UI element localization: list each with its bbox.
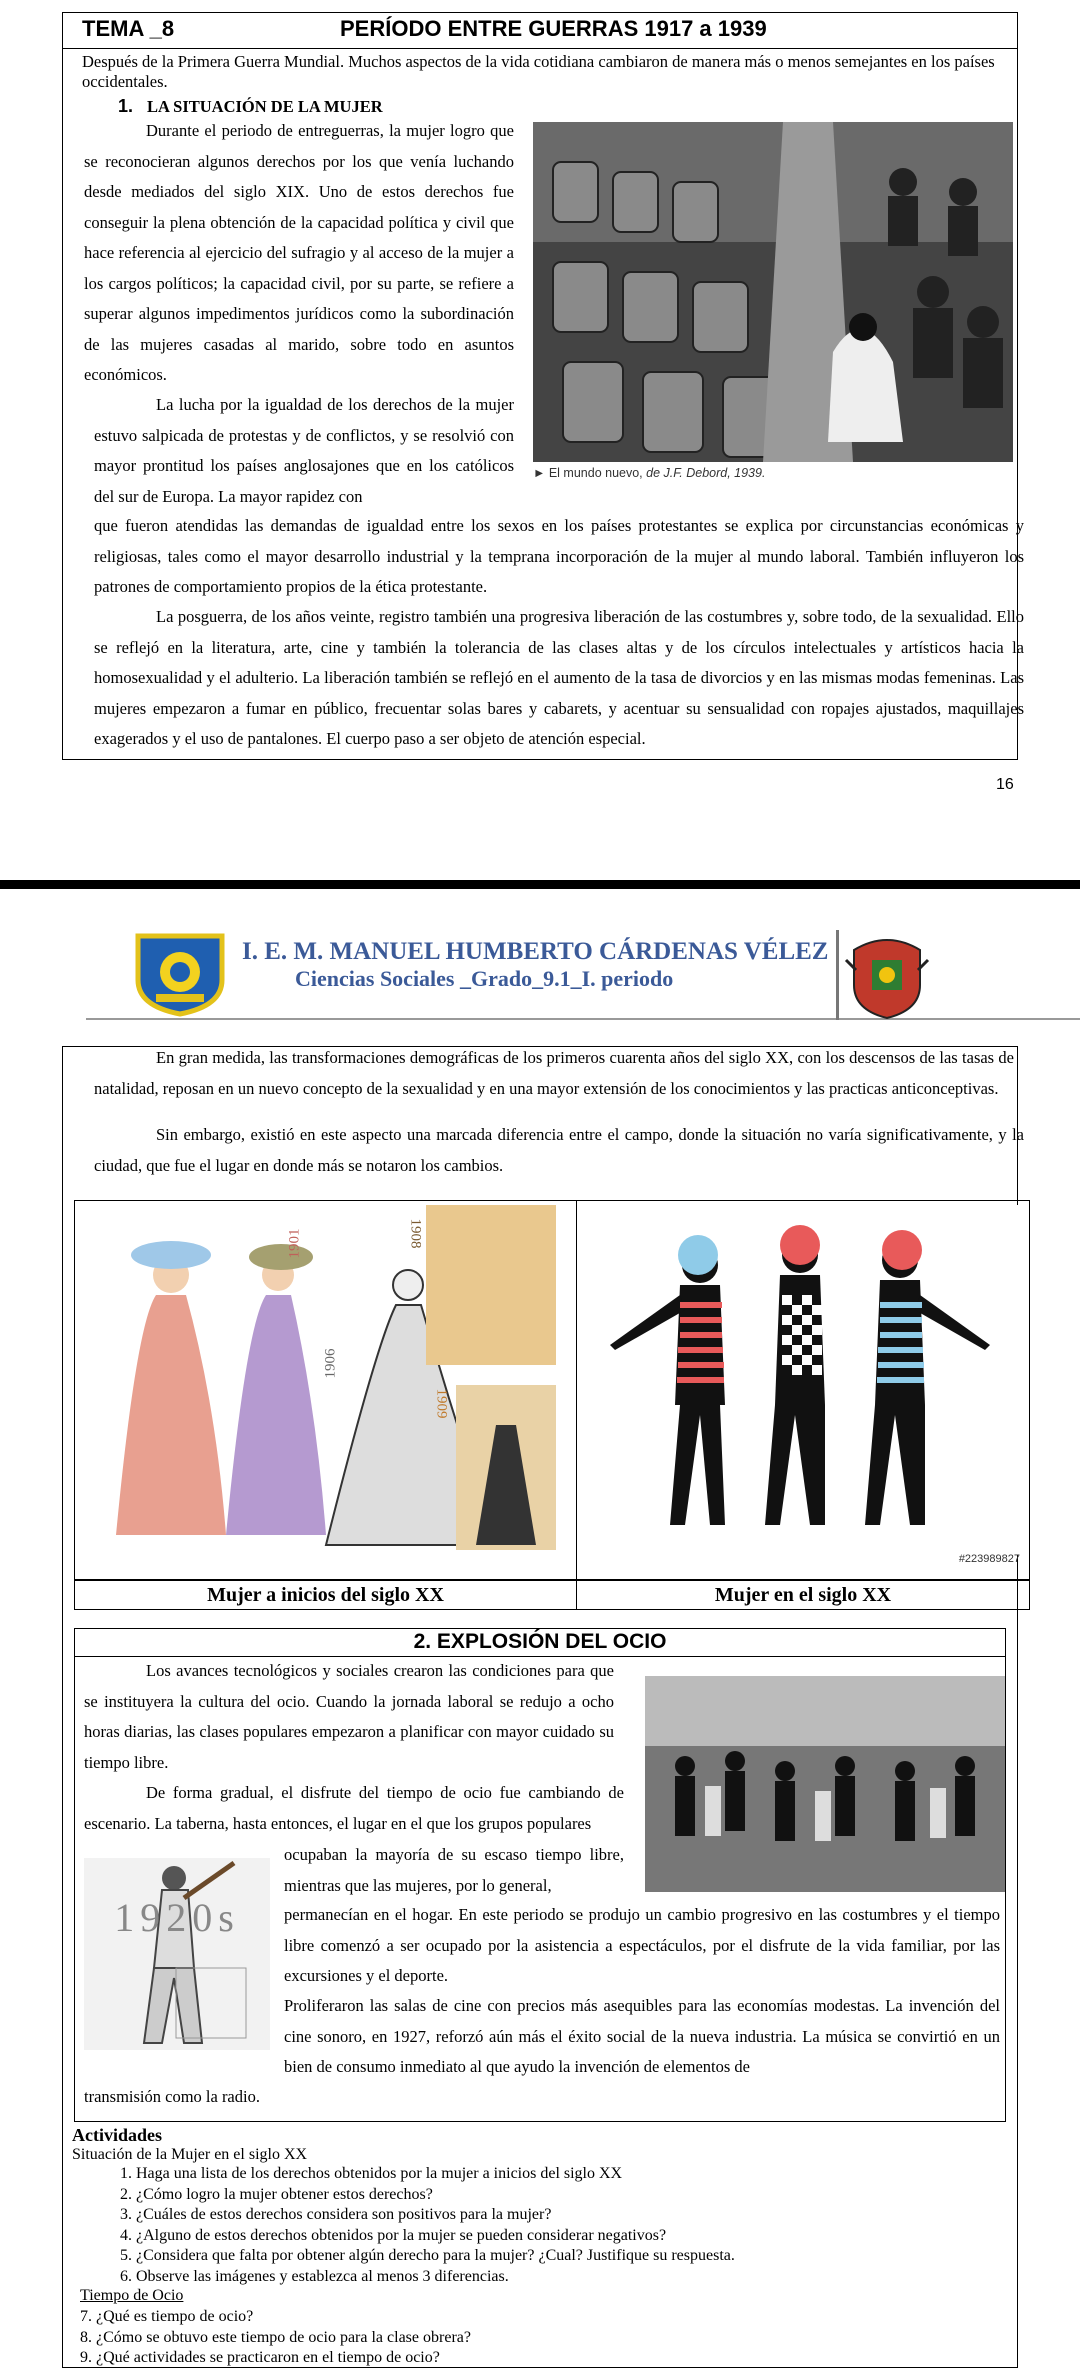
questions-list-mujer (72, 2164, 1036, 2287)
question-item: 2. ¿Cómo logro la mujer obtener estos derechos? (136, 2185, 1036, 2206)
question-item: 6. Observe las imágenes y establezca al menos 3 diferencias. (136, 2267, 1036, 2288)
silhouettes-graphic (580, 1205, 1020, 1535)
question-item: 8. ¿Cómo se obtuvo este tiempo de ocio para la clase obrera? (80, 2328, 471, 2346)
caption-right-cell (576, 1580, 1030, 1610)
header-divider (836, 930, 839, 1020)
intro-text: Después de la Primera Guerra Mundial. Muchos aspectos de la vida cotidiana cambiaron de manera más o menos semejantes en los países occidentales. (82, 52, 995, 91)
school-logo (134, 930, 226, 1016)
school-shield-icon (134, 930, 226, 1016)
el-mundo-nuevo-painting (533, 122, 1013, 462)
city-crest (844, 930, 930, 1020)
ocio-para2a: De forma gradual, el disfrute del tiempo de ocio fue cambiando de escenario. La taberna, hasta entonces, el lugar en el que los grupos populares (84, 1783, 624, 1833)
fashion-year-1906: 1906 (322, 1348, 339, 1379)
question-item: 3. ¿Cuáles de estos derechos considera son positivos para la mujer? (136, 2205, 1036, 2226)
image-table-divider (576, 1200, 577, 1580)
stock-id: #223989827 (958, 1553, 1020, 1565)
fashion-year-1908: 1908 (407, 1218, 424, 1249)
para-struggle: La lucha por la igualdad de los derechos de la mujer estuvo salpicada de protestas y de conflictos, y se resolvió con mayor prontitud los países anglosajones que en los católicos del sur de Europa. La mayor rapidez con (94, 395, 514, 506)
fashion-year-1901: 1901 (286, 1228, 303, 1259)
coat-of-arms-icon (844, 930, 930, 1020)
dancing-women-silhouettes (580, 1205, 1020, 1565)
page-title: PERÍODO ENTRE GUERRAS 1917 a 1939 (340, 16, 767, 41)
caption-author: de J.F. Debord, 1939. (646, 466, 766, 480)
page-number: 16 (996, 776, 1014, 793)
header-rule (86, 1018, 1080, 1020)
para-campo-ciudad: Sin embargo, existió en este aspecto una marcada diferencia entre el campo, donde la situación no varía significativamente, y la ciudad, que fue el lugar en donde más se notaron los cambios. (94, 1125, 1024, 1175)
caption-left-cell (74, 1580, 577, 1610)
para-protestant: que fueron atendidas las demandas de igualdad entre los sexos en los países protestantes se explica por circunstancias económicas y religiosas, tales como el mayor desarrollo industrial y la temprana incorporación de la mujer al mundo laboral. También influyeron los patrones de comportamiento propios de la ética protestante. (94, 516, 1024, 596)
course-name: Ciencias Sociales _Grado_9.1_I. periodo (295, 966, 674, 991)
section1-number: 1. (118, 96, 134, 116)
actividades-subtitle-ocio: Tiempo de Ocio (80, 2287, 184, 2304)
question-item: 4. ¿Alguno de estos derechos obtenidos por la mujer se pueden considerar negativos? (136, 2226, 1036, 2247)
question-item: 5. ¿Considera que falta por obtener algún derecho para la mujer? ¿Cual? Justifique su respuesta. (136, 2246, 1036, 2267)
poster-year: 1920s (114, 1895, 240, 1940)
photo-caption (533, 466, 765, 480)
caption-right: Mujer en el siglo XX (714, 1584, 892, 1606)
page-separator (0, 880, 1080, 889)
fashion-year-1909: 1909 (433, 1388, 450, 1419)
section1-title: LA SITUACIÓN DE LA MUJER (147, 97, 383, 116)
fashion-graphic (76, 1205, 558, 1553)
dance-party-photo (645, 1676, 1005, 1892)
question-item: 9. ¿Qué actividades se practicaron en el tiempo de ocio? (80, 2349, 440, 2366)
baseball-player-graphic (84, 1858, 270, 2050)
painting-graphic (533, 122, 1013, 462)
questions-list-ocio (80, 2307, 471, 2369)
question-item: 1. Haga una lista de los derechos obtenidos por la mujer a inicios del siglo XX (136, 2164, 1036, 2185)
school-name: I. E. M. MANUEL HUMBERTO CÁRDENAS VÉLEZ (242, 938, 829, 965)
ocio-para1: Los avances tecnológicos y sociales crearon las condiciones para que se instituyera la cultura del ocio. Cuando la jornada laboral se redujo a ocho horas diarias, las clases populares empezaron a planificar con mayor cuidado su tiempo libre. (84, 1661, 614, 1772)
caption-left: Mujer a inicios del siglo XX (207, 1584, 444, 1606)
para-posguerra: La posguerra, de los años veinte, registro también una progresiva liberación de las costumbres y, sobre todo, de la sexualidad. Ello se reflejó en la literatura, arte, cine y también la tolerancia de las clases altas y de los círculos intelectuales y artísticos hacia la homosexualidad y el adulterio. La liberación también se reflejó en el aumento de la tasa de divorcios y en las mismas modas femeninas. Las mujeres empezaron a fumar en público, frecuentar solas bares y cabarets, y acentuar su sensualidad con ropajes ajustados, maquillajes exagerados y el uso de pantalones. El cuerpo paso a ser objeto de atención especial. (94, 607, 1024, 748)
para-demographics: En gran medida, las transformaciones demográficas de los primeros cuarenta años del siglo XX, con los descensos de las tasas de natalidad, reposan en un nuevo concepto de la sexualidad y en una mayor extensión de los conocimientos y las practicas anticonceptivas. (94, 1048, 1014, 1098)
babe-ruth-1920s-poster (84, 1858, 270, 2050)
caption-prefix: ► El mundo nuevo, (533, 466, 643, 480)
para-women-rights: Durante el periodo de entreguerras, la mujer logro que se reconocieran algunos derechos por los que venía luchando desde mediados del siglo XIX. Uno de estos derechos fue conseguir la plena obtención de la capacidad política y civil que hace referencia al ejercicio del sufragio y al acceso de la mujer a los cargos políticos; la capacidad civil, por su parte, se refiere a superar algunos impedimentos jurídicos como la subordinación de las mujeres casadas al marido, sobre todo en asuntos económicos. (84, 121, 514, 384)
ocio-para3: Proliferaron las salas de cine con precios más asequibles para las economías modestas. La invención del cine sonoro, en 1927, reforzó aún más el éxito social de la nueva industria. La música se convirtió en un bien de consumo inmediato al que ayudo la invención de elementos de (284, 1996, 1000, 2076)
ocio-para3-end: transmisión como la radio. (84, 2087, 260, 2106)
dance-photo-graphic (645, 1676, 1005, 1892)
actividades-subtitle-mujer: Situación de la Mujer en el siglo XX (72, 2146, 308, 2163)
question-item: 7. ¿Qué es tiempo de ocio? (80, 2308, 254, 2325)
title-row-border (62, 48, 1018, 49)
actividades-title: Actividades (72, 2125, 162, 2145)
section1-heading (118, 96, 383, 117)
tema-label: TEMA _8 (82, 16, 175, 41)
ocio-para2b: ocupaban la mayoría de su escaso tiempo libre, mientras que las mujeres, por lo general, (284, 1845, 624, 1895)
ocio-para2c: permanecían en el hogar. En este periodo se produjo un cambio progresivo en las costumbres y el tiempo libre comenzó a ser ocupado por la asistencia a espectáculos, por el disfrute de la vida familiar, por las excursiones y el deporte. (284, 1905, 1000, 1985)
fashion-1900s-illustration (76, 1205, 558, 1553)
section2-title: 2. EXPLOSIÓN DEL OCIO (413, 1630, 667, 1653)
